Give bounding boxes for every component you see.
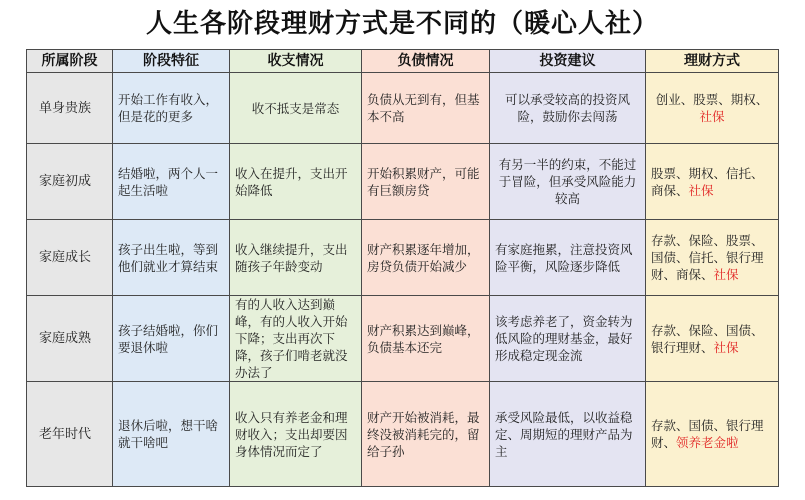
method-text: 存款、国债、银行理财、 [651, 418, 764, 450]
table-row [27, 144, 779, 220]
table-row [27, 73, 779, 144]
debt-cell: 开始积累财产，可能有巨额房贷 [362, 144, 490, 220]
table-row [27, 296, 779, 382]
header-stage: 所属阶段 [27, 50, 113, 73]
debt-cell: 负债从无到有，但基本不高 [362, 73, 490, 144]
method-text: 股票、期权、信托、商保、 [651, 165, 764, 198]
stage-cell: 单身贵族 [27, 73, 113, 144]
method-text: 存款、保险、股票、国债、信托、银行理财、商保、 [651, 233, 764, 282]
advice-cell: 承受风险最低，以收益稳定、周期短的理财产品为主 [490, 382, 646, 487]
header-income: 收支情况 [230, 50, 362, 73]
stage-cell: 家庭成熟 [27, 296, 113, 382]
method-cell [646, 382, 779, 487]
advice-cell: 可以承受较高的投资风险，鼓励你去闯荡 [490, 73, 646, 144]
method-cell [646, 220, 779, 296]
stage-cell: 老年时代 [27, 382, 113, 487]
feature-cell: 退休后啦，想干啥就干啥吧 [113, 382, 230, 487]
income-cell: 有的人收入达到巅峰，有的人收入开始下降；支出再次下降，孩子们啃老就没办法了 [230, 296, 362, 382]
method-cell [646, 73, 779, 144]
method-cell [646, 296, 779, 382]
header-method: 理财方式 [646, 50, 779, 73]
finance-stage-table [26, 49, 779, 487]
method-highlight: 领养老金啦 [676, 435, 739, 450]
method-highlight: 社保 [688, 182, 714, 198]
header-advice: 投资建议 [490, 50, 646, 73]
feature-cell: 孩子结婚啦，你们要退休啦 [113, 296, 230, 382]
income-cell: 收不抵支是常态 [230, 73, 362, 144]
advice-cell: 有家庭拖累，注意投资风险平衡，风险逐步降低 [490, 220, 646, 296]
income-cell: 收入继续提升，支出随孩子年龄变动 [230, 220, 362, 296]
income-cell: 收入只有养老金和理财收入；支出却要因身体情况而定了 [230, 382, 362, 487]
debt-cell: 财产开始被消耗，最终没被消耗完的，留给子孙 [362, 382, 490, 487]
debt-cell: 财产积累达到巅峰，负债基本还完 [362, 296, 490, 382]
feature-cell: 孩子出生啦，等到他们就业才算结束 [113, 220, 230, 296]
advice-cell: 有另一半的约束，不能过于冒险，但承受风险能力较高 [490, 144, 646, 220]
table-row [27, 382, 779, 487]
feature-cell: 结婚啦，两个人一起生活啦 [113, 144, 230, 220]
header-feature: 阶段特征 [113, 50, 230, 73]
table-header-row [27, 50, 779, 73]
method-text: 创业、股票、期权、 [655, 92, 769, 107]
advice-cell: 该考虑养老了，资金转为低风险的理财基金，最好形成稳定现金流 [490, 296, 646, 382]
stage-cell: 家庭成长 [27, 220, 113, 296]
method-text: 存款、保险、国债、银行理财、 [651, 322, 764, 355]
debt-cell: 财产积累逐年增加，房贷负债开始减少 [362, 220, 490, 296]
income-cell: 收入在提升，支出开始降低 [230, 144, 362, 220]
method-highlight: 社保 [713, 339, 739, 355]
method-cell [646, 144, 779, 220]
page-title: 人生各阶段理财方式是不同的（暖心人社） [145, 9, 659, 39]
method-highlight: 社保 [713, 267, 739, 282]
feature-cell: 开始工作有收入，但是花的更多 [113, 73, 230, 144]
table-row [27, 220, 779, 296]
stage-cell: 家庭初成 [27, 144, 113, 220]
header-debt: 负债情况 [362, 50, 490, 73]
method-highlight: 社保 [699, 109, 725, 124]
